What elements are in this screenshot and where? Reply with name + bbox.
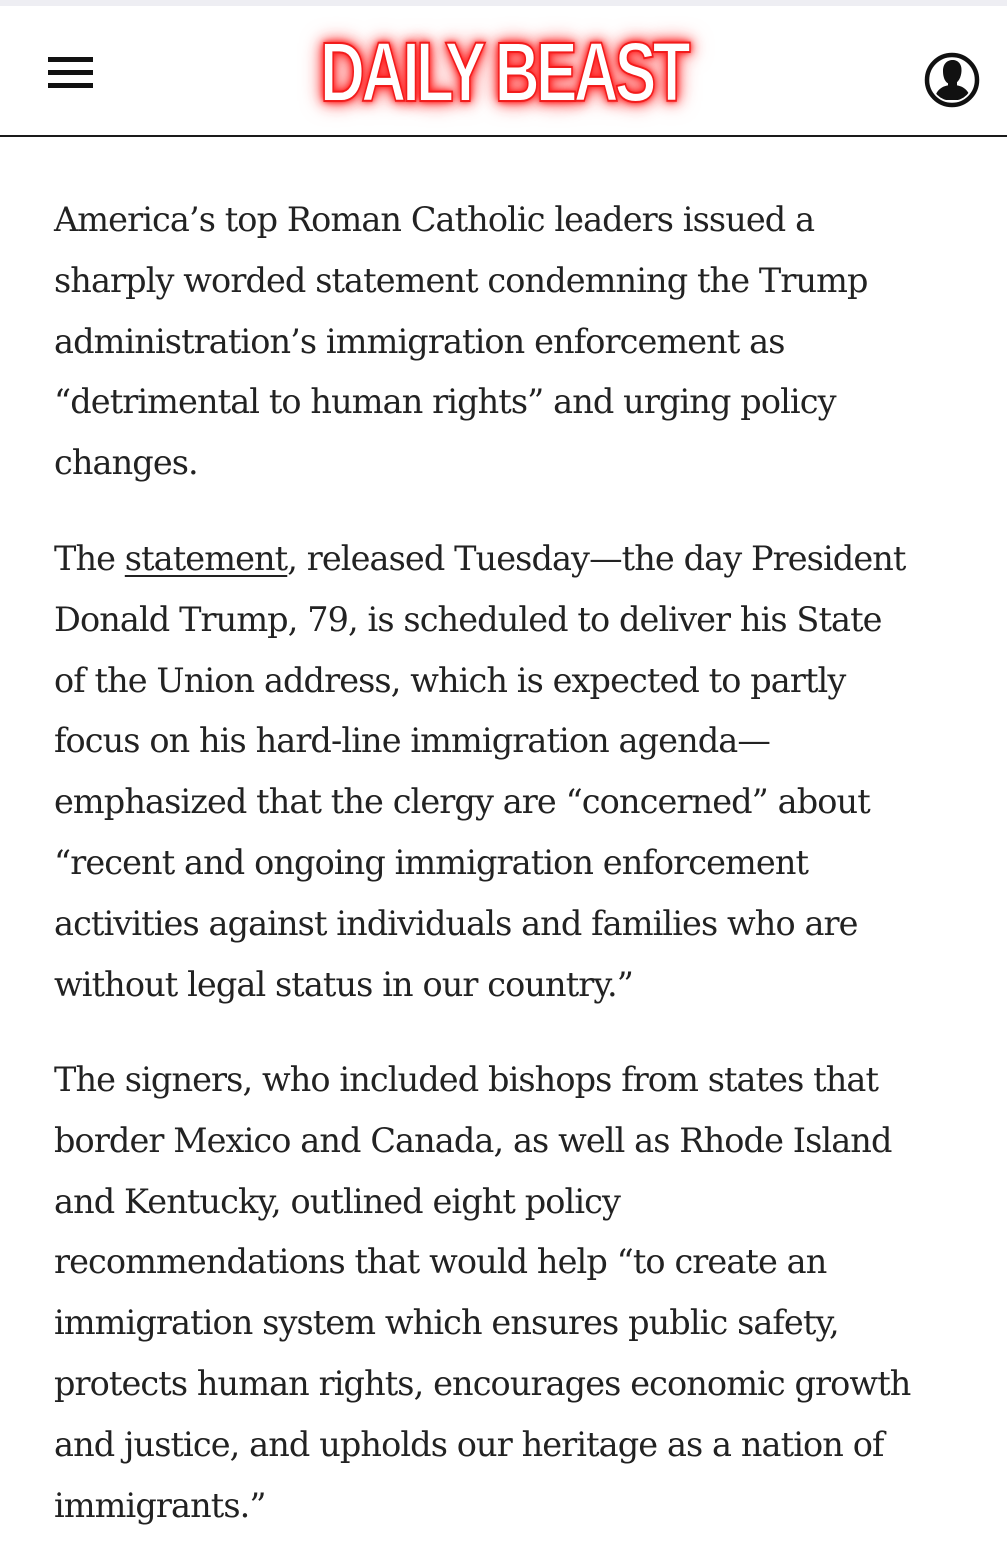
paragraph-line: without legal status in our country.” [54,964,633,1004]
text-before-link: The [54,539,125,578]
menu-bar [48,57,93,62]
site-header [0,6,1007,137]
menu-bar [48,70,93,75]
paragraph-line: and justice, and upholds our heritage as a nation of [54,1424,884,1464]
paragraph-line: changes. [54,443,198,483]
text-after-link: , released Tuesday—the day President [287,539,906,578]
user-account-icon [924,52,980,108]
article-paragraph [54,190,868,494]
paragraph-line: sharply worded statement condemning the Trump [54,260,868,300]
paragraph-line: immigration system which ensures public safety, [54,1303,839,1343]
article-paragraph [54,1050,910,1536]
paragraph-line: protects human rights, encourages economic growth [54,1363,911,1403]
paragraph-line: and Kentucky, outlined eight policy [54,1181,621,1221]
paragraph-line: immigrants.” [54,1485,266,1525]
paragraph-line: of the Union address, which is expected to partly [54,660,846,700]
article-paragraph [54,529,905,1015]
paragraph-line: Donald Trump, 79, is scheduled to deliver his State [54,599,882,639]
paragraph-line: border Mexico and Canada, as well as Rhode Island [54,1120,892,1160]
paragraph-line: “detrimental to human rights” and urging policy [54,382,836,422]
paragraph-line: “recent and ongoing immigration enforcement [54,842,809,882]
paragraph-line [54,529,905,590]
paragraph-line: The signers, who included bishops from states that [54,1060,879,1099]
paragraph-line: focus on his hard-line immigration agenda— [54,721,770,761]
paragraph-line: recommendations that would help “to create an [54,1242,827,1282]
daily-beast-logo[interactable]: DAILY BEAST [320,25,687,119]
paragraph-line: America’s top Roman Catholic leaders issued a [54,200,815,239]
menu-bar [48,83,93,88]
paragraph-line: activities against individuals and families who are [54,903,858,943]
hamburger-menu-button[interactable] [48,54,94,94]
paragraph-line: administration’s immigration enforcement as [54,321,785,361]
statement-link[interactable]: statement [124,539,288,578]
paragraph-line: emphasized that the clergy are “concerned” about [54,782,870,822]
user-account-button[interactable] [924,52,980,108]
